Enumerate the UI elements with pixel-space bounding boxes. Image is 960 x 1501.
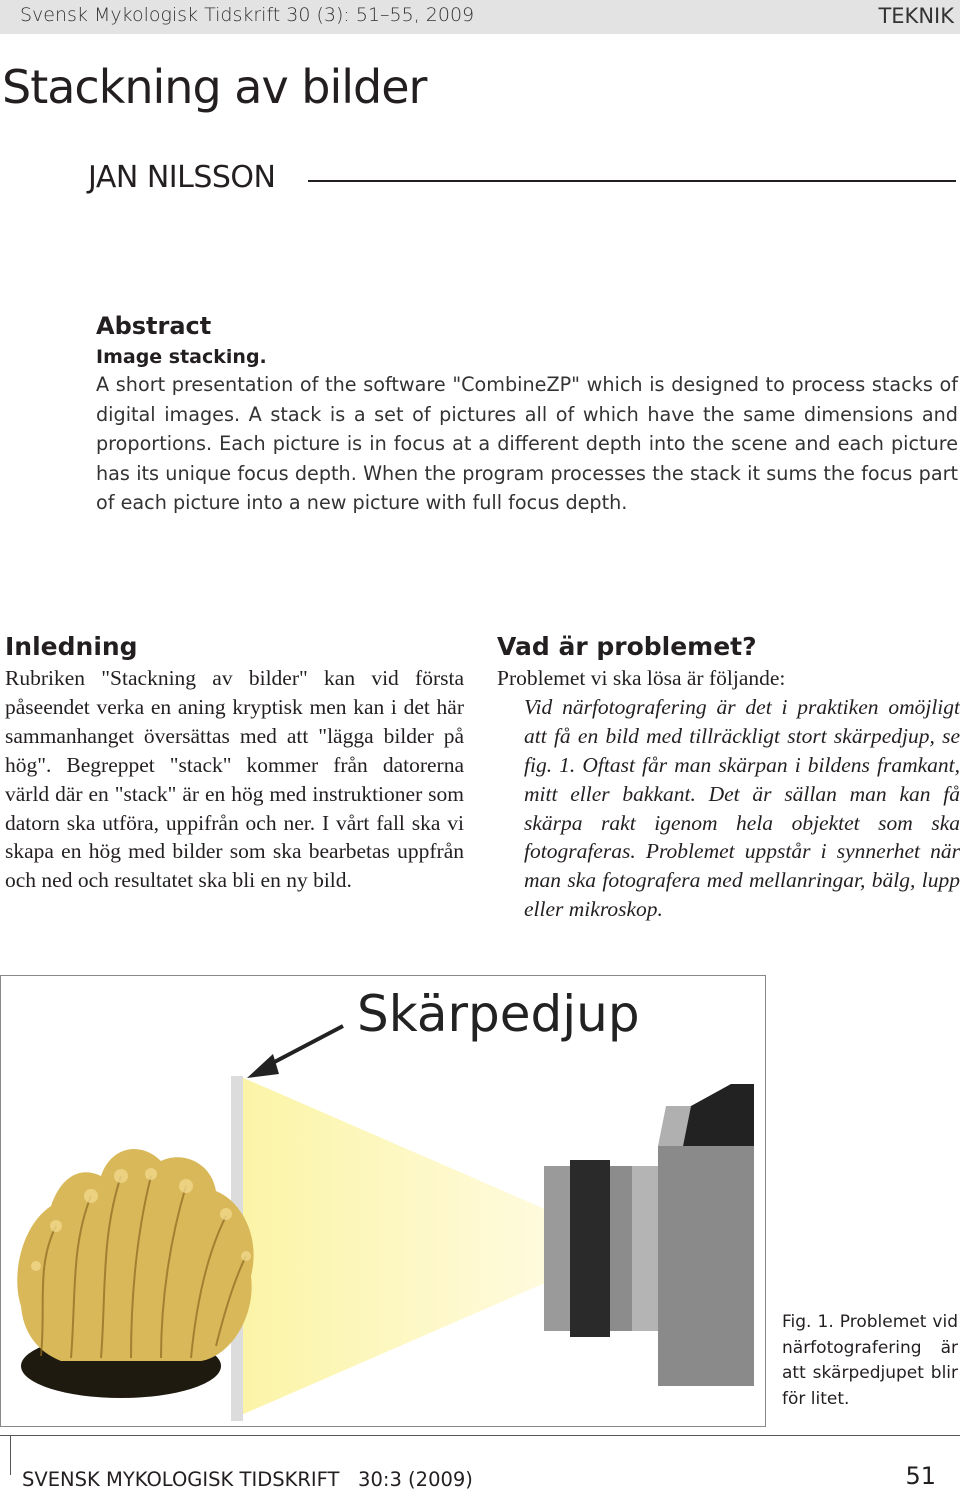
- author-rule: [308, 180, 956, 182]
- section-label: TEKNIK: [878, 4, 954, 28]
- journal-reference: Svensk Mykologisk Tidskrift 30 (3): 51–55, 2009: [20, 4, 475, 26]
- abstract-section: [96, 308, 958, 518]
- abstract-text: A short presentation of the software "CombineZP" which is designed to process stacks of digital images. A stack is a set of pictures all of which have the same dimensions and proportions. Each picture is in focus at a different depth into the scene and each picture has its unique focus depth. When the program processes the stack it sums the focus part of each picture into a new picture with full focus depth.: [96, 373, 958, 514]
- lens-ring-light: [632, 1166, 658, 1331]
- figure-label: Skärpedjup: [357, 985, 640, 1043]
- article-title: Stackning av bilder: [2, 60, 427, 114]
- figure-caption: Fig. 1. Problemet vid närfotografering är att skärpedjupet blir för litet.: [782, 1312, 958, 1409]
- inledning-section: [5, 630, 464, 895]
- light-cone: [239, 1076, 561, 1416]
- page-number: 51: [905, 1462, 936, 1490]
- problem-section: [497, 630, 960, 924]
- lens-front: [544, 1166, 570, 1331]
- problem-heading: Vad är problemet?: [497, 632, 757, 661]
- abstract-subheading: Image stacking.: [96, 346, 267, 368]
- problem-quote: Vid närfotografering är det i praktiken omöjligt att få en bild med tillräckligt stort skärpedjup, se fig. 1. Oftast får man skärpan i bildens framkant, mitt eller bakkant. Det är sällan man kan få skärpa rakt igenom hela objektet som ska fotograferas. Problemet uppstår i synnerhet när man ska fotografera med mellanringar, bälg, lupp eller mikroskop.: [524, 694, 960, 922]
- figure-depth-of-field: [0, 975, 766, 1427]
- abstract-heading: Abstract: [96, 312, 212, 340]
- lens-ring-mid: [610, 1166, 632, 1331]
- author-name: JAN NILSSON: [88, 160, 276, 195]
- pointer-arrow-head: [247, 1054, 279, 1078]
- depth-of-field-illustration: [1, 976, 767, 1428]
- coral-fungus-image: [17, 1149, 253, 1398]
- footer-journal-name: SVENSK MYKOLOGISK TIDSKRIFT 30:3 (2009): [22, 1468, 473, 1491]
- lens-ring-dark: [570, 1160, 610, 1337]
- footer-rule: [0, 1435, 960, 1436]
- footer-rule-vertical: [10, 1435, 11, 1475]
- camera-body: [658, 1146, 754, 1386]
- inledning-text: Rubriken "Stackning av bilder" kan vid första påseendet verka en aning kryptisk men kan i det här sammanhanget översättas med att "lägga bilder på hög". Begreppet "stack" kommer från datorerna värld där en "stack" är en hög med instruktioner som datorn ska utföra, uppifrån och ner. I vårt fall ska vi skapa en hög med bilder som ska bearbetas uppfrån och ned och resultatet ska bli en ny bild.: [5, 666, 464, 893]
- inledning-heading: Inledning: [5, 632, 138, 661]
- problem-intro: Problemet vi ska lösa är följande:: [497, 666, 786, 690]
- camera-viewfinder: [683, 1084, 754, 1146]
